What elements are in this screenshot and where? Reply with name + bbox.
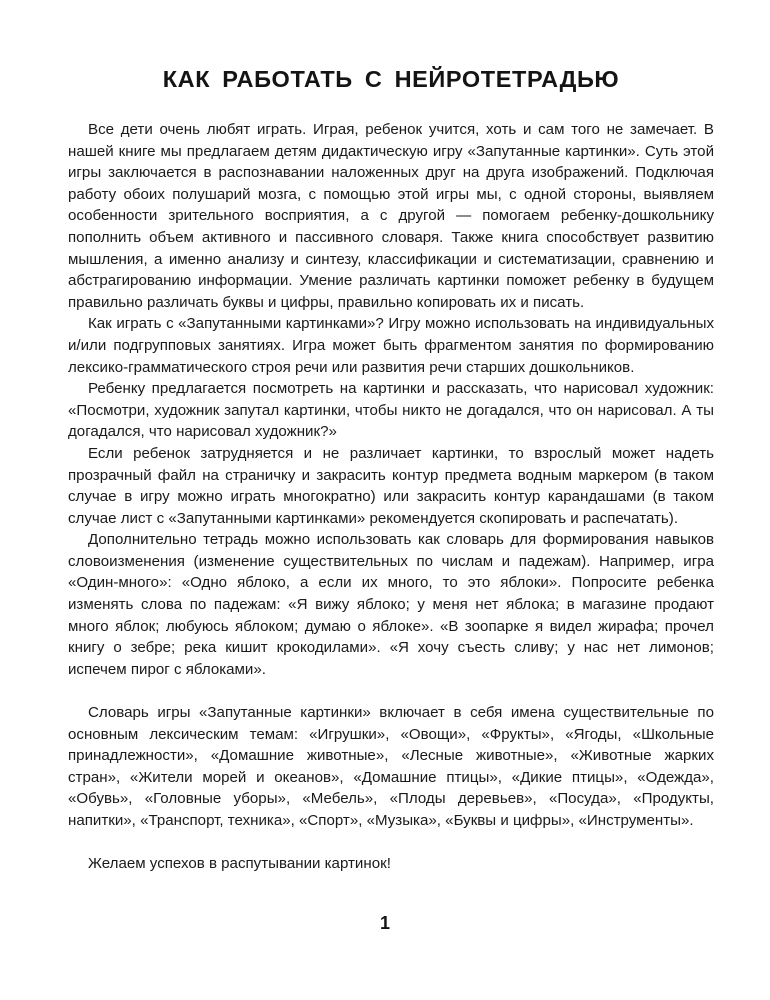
paragraph-gap	[68, 832, 714, 854]
page-title: КАК РАБОТАТЬ С НЕЙРОТЕТРАДЬЮ	[162, 66, 620, 92]
page-number: 1	[379, 913, 390, 933]
paragraph-dictionary-use: Дополнительно тетрадь можно использовать как словарь для формирования навыков словоизменения (изменение существительных по числам и падежам). Например, игра «Один-много»: «Одно яблоко, а если их много, то это яблоки». Попросите ребенка изменять слова по падежам: «Я вижу яблоко; у меня нет яблока; в магазине продают много яблок; любуюсь яблоком; думаю о яблоке». «В зоопарке я видел жирафа; прочел книгу о зебре; река кишит крокодилами». «Я хочу съесть сливу; у нас нет лимонов; испечем пирог с яблоками».	[68, 531, 714, 678]
paragraph-difficulty: Если ребенок затрудняется и не различает картинки, то взрослый может надеть прозрачный файл на страничку и закрасить контур предмета водным маркером (в таком случае в игру можно играть многократно) или закрасить контур карандашами (в таком случае лист с «Запутанными картинками» рекомендуется скопировать и распечатать).	[68, 444, 714, 527]
paragraph-vocabulary-topics: Словарь игры «Запутанные картинки» включает в себя имена существительные по основным лексическим темам: «Игрушки», «Овощи», «Фрукты», «Ягоды, «Школьные принадлежности», «Домашние животные», «Лесные животные», «Животные жарких стран», «Жители морей и океанов», «Домашние птицы», «Дикие птицы», «Одежда», «Обувь», «Головные уборы», «Мебель», «Плоды деревьев», «Посуда», «Продукты, напитки», «Транспорт, техника», «Спорт», «Музыка», «Буквы и цифры», «Инструменты».	[68, 704, 714, 829]
paragraph-child-task: Ребенку предлагается посмотреть на картинки и рассказать, что нарисовал художник: «Посмотри, художник запутал картинки, чтобы никто не догадался, что он нарисовал. А ты догадался, что нарисовал художник?»	[68, 380, 714, 441]
paragraph-closing-wish: Желаем успехов в распутывании картинок!	[88, 855, 391, 873]
paragraph-intro: Все дети очень любят играть. Играя, ребенок учится, хоть и сам того не замечает. В нашей книге мы предлагаем детям дидактическую игру «Запутанные картинки». Суть этой игры заключается в распознавании наложенных друг на друга изображений. Подключая работу обоих полушарий мозга, с помощью этой игры мы, с одной стороны, выявляем особенности зрительного восприятия, а с другой — помогаем ребенку-дошкольнику пополнить объем активного и пассивного словаря. Также книга способствует развитию мышления, а именно анализу и синтезу, классификации и систематизации, сравнению и абстрагированию информации. Умение различать картинки поможет ребенку в будущем правильно различать буквы и цифры, правильно копировать их и писать.	[68, 121, 714, 311]
document-page	[68, 66, 714, 875]
paragraph-gap	[68, 680, 714, 702]
paragraph-how-to-play: Как играть с «Запутанными картинками»? Игру можно использовать на индивидуальных и/или подгрупповых занятиях. Игра может быть фрагментом занятия по формированию лексико-грамматического строя речи или развития речи старших дошкольников.	[68, 315, 714, 376]
